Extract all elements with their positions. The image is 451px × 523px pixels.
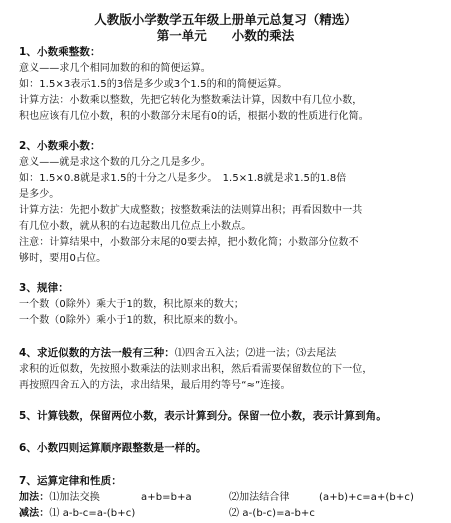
section-1-line: 计算方法：小数乘以整数，先把它转化为整数乘法计算，因数中有几位小数， <box>19 95 363 106</box>
document-title: 人教版小学数学五年级上册单元总复习（精选） <box>94 12 357 27</box>
section-5-heading: 5、计算钱数，保留两位小数，表示计算到分。保留一位小数，表示计算到角。 <box>19 410 387 422</box>
addition-label: 加法： <box>19 492 50 503</box>
section-2-line: 如：1.5×0.8就是求1.5的十分之八是多少。 1.5×1.8就是求1.5的1.8倍 <box>19 173 347 184</box>
unit-subtitle: 第一单元 小数的乘法 <box>156 28 295 43</box>
addition-associative-label: ⑵加法结合律 <box>229 492 290 503</box>
addition-row <box>19 491 443 504</box>
addition-commutative-label: ⑴加法交换 <box>49 492 100 503</box>
section-4-line: 求积的近似数，先按照小数乘法的法则求出积，然后看需要保留数位的下一位， <box>19 364 373 375</box>
section-2-heading: 2、小数乘小数： <box>19 140 101 152</box>
section-1-line: 意义——求几个相同加数的和的简便运算。 <box>19 63 211 74</box>
subtraction-rule-1: ⑴ a-b-c=a-(b+c) <box>49 508 136 519</box>
section-4-heading: 4、求近似数的方法一般有三种： <box>19 347 175 359</box>
section-4-line: 再按照四舍五入的方法，求出结果，最后用约等号“≈”连接。 <box>19 380 291 391</box>
section-2-note: 注意：计算结果中，小数部分末尾的0要去掉，把小数化简；小数部分位数不 <box>19 237 359 248</box>
section-1-heading: 1、小数乘整数： <box>19 46 101 58</box>
section-1-line: 积也应该有几位小数，积的小数部分末尾有0的话，根据小数的性质进行化简。 <box>19 111 369 122</box>
section-1-line: 如：1.5×3表示1.5的3倍是多少或3个1.5的和的简便运算。 <box>19 79 288 90</box>
section-2-line: 意义——就是求这个数的几分之几是多少。 <box>19 157 211 168</box>
section-2-note: 够时，要用0占位。 <box>19 253 107 264</box>
subtraction-label: 减法： <box>19 508 50 519</box>
subtraction-rule-2: ⑵ a-(b-c)=a-b+c <box>229 508 316 519</box>
section-3-line: 一个数（0除外）乘小于1的数，积比原来的数小。 <box>19 315 245 326</box>
addition-associative-formula: (a+b)+c=a+(b+c) <box>319 492 414 503</box>
addition-commutative-formula: a+b=b+a <box>141 492 192 503</box>
section-3-line: 一个数（0除外）乘大于1的数，积比原来的数大； <box>19 299 245 310</box>
section-4-heading-row <box>19 347 443 360</box>
section-4-methods: ⑴四舍五入法；⑵进一法；⑶去尾法 <box>174 348 337 359</box>
section-2-line: 计算方法：先把小数扩大成整数；按整数乘法的法则算出积；再看因数中一共 <box>19 205 363 216</box>
section-2-line: 是多少。 <box>19 189 60 200</box>
section-2-line: 有几位小数，就从积的右边起数出几位点上小数点。 <box>19 221 252 232</box>
section-6-heading: 6、小数四则运算顺序跟整数是一样的。 <box>19 442 207 454</box>
section-3-heading: 3、规律： <box>19 282 69 294</box>
section-7-heading: 7、运算定律和性质： <box>19 475 122 487</box>
subtraction-row <box>19 507 443 520</box>
